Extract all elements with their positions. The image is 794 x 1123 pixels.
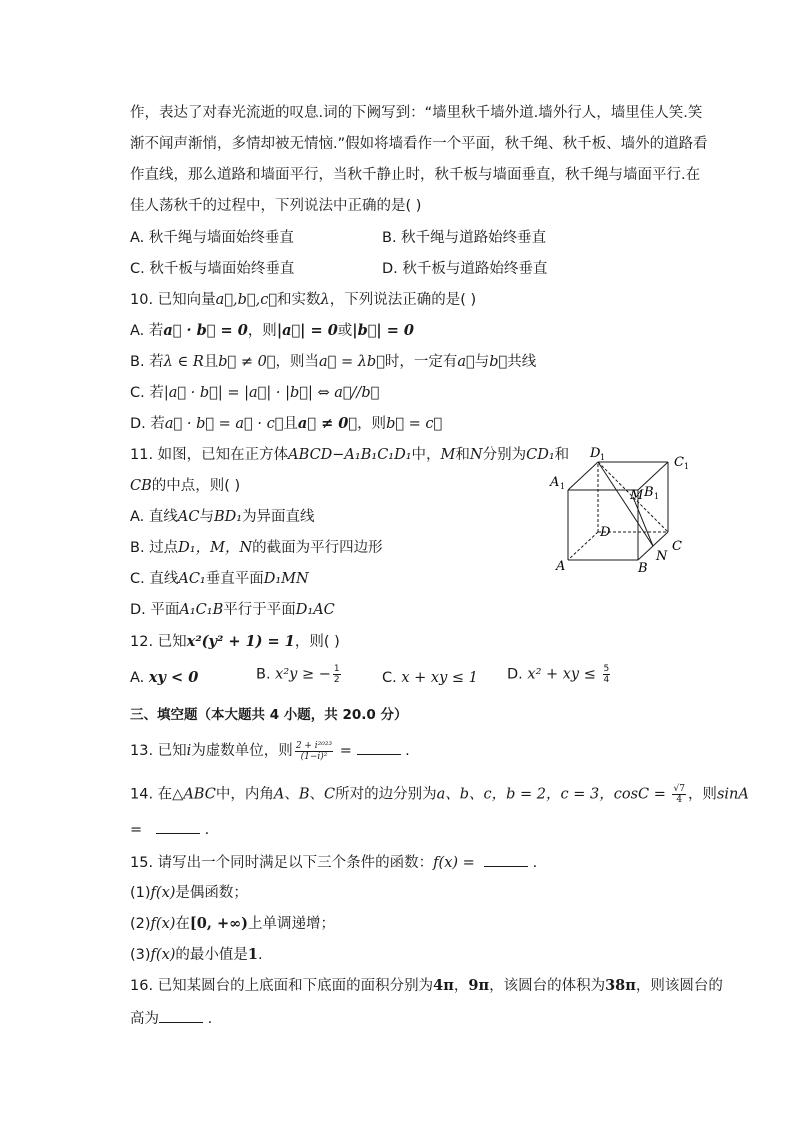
q11-cube-name: ABCD−A₁B₁C₁D₁ [288, 447, 412, 463]
q10-option-a [130, 321, 414, 341]
q9-line-2: 渐不闻声渐悄，多情却被无情恼.”假如将墙看作一个平面，秋千绳、秋千板、墙外的道路看 [130, 136, 708, 152]
q10-b-math5: b⃗ [489, 354, 508, 370]
q13-text: 为虚数单位，则 [191, 743, 293, 759]
q13-equals: = [335, 743, 357, 759]
q11-text: 中， [411, 447, 441, 463]
q15-fx: f(x) = [433, 855, 480, 871]
label-c: C [672, 539, 682, 554]
q15-condition-2: (2)f(x)在[0, +∞)上单调递增； [130, 915, 336, 932]
q12-options [130, 668, 198, 688]
q10-b-end: 共线 [507, 354, 537, 370]
q10-d-math2: a⃗ ≠ 0⃗ [297, 415, 358, 432]
q14-line-2 [130, 819, 209, 840]
q9-line-3: 作直线，那么道路和墙面平行，当秋千静止时，秋千板与墙面垂直，秋千绳与墙面平行.在 [130, 167, 701, 183]
q14-triangle: △ABC [172, 786, 216, 803]
q15-period: . [528, 855, 538, 871]
q11-number: 11. 如图，已知在正方体 [130, 447, 289, 463]
q11-cd1: CD₁ [526, 447, 555, 463]
section-header-fill-in: 三、填空题（本大题共 4 小题，共 20.0 分） [130, 707, 408, 723]
q14-sep: 、 [284, 786, 299, 803]
q12-stem [130, 632, 340, 652]
label-c1: C [674, 455, 684, 470]
q11-a-post: 为异面直线 [242, 509, 315, 525]
q10-b-text2: 时，一定有 [384, 354, 458, 370]
q11-d-mid: 平行于平面 [223, 602, 296, 618]
q10-a-math3: |b⃗| = 0 [352, 322, 415, 339]
q16-line-2 [130, 1008, 212, 1029]
q11-b-m1: D₁，M，N [178, 540, 253, 556]
q16-line-1 [130, 976, 723, 996]
q13-answer-blank[interactable] [357, 740, 401, 755]
q12-d-num: 5 [603, 664, 610, 674]
q11-m: M [440, 447, 456, 463]
label-c1-sub: 1 [684, 462, 690, 471]
q11-c-mid: 垂直平面 [205, 571, 264, 587]
q11-he: 和 [554, 447, 570, 463]
q12-b-den: 2 [333, 675, 340, 685]
q11-option-d [130, 600, 335, 620]
q10-text: 和实数 [277, 292, 321, 308]
q14-text2: 所对的边分别为 [335, 786, 437, 803]
q12-option-b: B. x²y ≥ − $\frac{1}{2}$ [256, 664, 340, 685]
q11-a-mid: 与 [199, 509, 214, 525]
q11-c-m2: D₁MN [263, 571, 309, 587]
q10-d-math: a⃗ · b⃗ = a⃗ · c⃗ [164, 416, 284, 432]
q14-text3: ，则 [687, 786, 717, 803]
q11-cb: CB [130, 478, 152, 494]
q14-a: A [273, 786, 285, 803]
q9-option-b: B. 秋千绳与道路始终垂直 [382, 230, 547, 246]
q10-c-math: |a⃗ · b⃗| = |a⃗| · |b⃗| ⇔ a⃗//b⃗ [163, 385, 380, 401]
q10-b-math3: a⃗ = λb⃗ [319, 354, 385, 370]
q10-lambda: λ [320, 292, 330, 308]
q14-equals: = [130, 822, 143, 838]
q11-stem-line-1 [130, 445, 569, 465]
q15-condition-1: (1)f(x)是偶函数； [130, 885, 248, 901]
q11-a-label: A. 直线 [130, 509, 178, 525]
q10-option-c [130, 383, 379, 403]
q10-stem [130, 290, 476, 310]
q12-d-den: 4 [603, 675, 610, 685]
q10-d-and: 且 [283, 416, 298, 432]
q14-text: 中，内角 [215, 786, 274, 803]
q10-a-text: ，则 [247, 323, 277, 339]
q11-d-m1: A₁C₁B [179, 602, 224, 618]
q11-a-m2: BD₁ [213, 509, 243, 525]
edge-a1-d1 [568, 462, 598, 490]
q14-sep2: 、 [309, 786, 324, 803]
q10-b-with: 与 [474, 354, 490, 370]
q13 [130, 740, 410, 762]
q16-text: ，该圆台的体积为 [489, 978, 606, 994]
q10-d-math3: b⃗ = c⃗ [386, 416, 443, 432]
q16-area2: 9π [468, 977, 490, 994]
q11-text3: 的中点，则( ) [151, 478, 241, 494]
q13-numerator: 2 + i²⁰²³ [295, 740, 333, 751]
q9-option-a: A. 秋千绳与墙面始终垂直 [130, 230, 294, 246]
q16-period: . [203, 1011, 213, 1027]
q9-line-4: 佳人荡秋千的过程中，下列说法中正确的是( ) [130, 198, 422, 214]
q12-number: 12. 已知 [130, 634, 187, 650]
q13-period: . [400, 743, 410, 759]
q14-answer-blank[interactable] [156, 819, 200, 834]
q14-values: a、b、c，b = 2，c = 3，cosC = [436, 786, 671, 803]
q15-number: 15. 请写出一个同时满足以下三个条件的函数： [130, 855, 434, 871]
q15-condition-3: (3)f(x)的最小值是1. [130, 946, 263, 963]
q10-a-math2: |a⃗| = 0 [276, 322, 338, 339]
label-a1-sub: 1 [560, 482, 566, 491]
q9-option-d: D. 秋千板与道路始终垂直 [382, 261, 548, 277]
q14-num: √7 [673, 784, 685, 794]
q10-a-math: a⃗ · b⃗ = 0 [163, 322, 248, 339]
q10-b-and: 且 [203, 354, 219, 370]
q14-b: B [298, 786, 310, 803]
q11-text2: 分别为 [482, 447, 527, 463]
q11-and: 和 [455, 447, 470, 463]
q13-i: i [186, 743, 192, 759]
q12-b-num: 1 [333, 664, 340, 674]
q10-a-label: A. 若 [130, 323, 164, 339]
segment-m-n [633, 497, 653, 546]
label-d1: D [590, 446, 601, 461]
q13-number: 13. 已知 [130, 743, 187, 759]
q9-line-1: 作，表达了对春光流逝的叹息.词的下阙写到：“墙里秋千墙外道.墙外行人，墙里佳人笑.笑 [130, 105, 703, 121]
q10-number: 10. 已知向量 [130, 292, 216, 308]
q11-b-post: 的截面为平行四边形 [252, 540, 383, 556]
q11-b-label: B. 过点 [130, 540, 179, 556]
q10-b-math2: b⃗ ≠ 0⃗ [218, 354, 276, 370]
q16-volume: 38π [605, 977, 636, 994]
cube-figure [540, 440, 700, 580]
q11-n: N [469, 447, 483, 463]
q12-option-d: D. x² + xy ≤ $\frac{5}{4}$ [507, 664, 610, 685]
q10-option-d [130, 414, 442, 434]
q14-c: C [323, 786, 336, 803]
q12-option-c: C. x + xy ≤ 1 [382, 670, 478, 686]
q10-text-end: ，下列说法正确的是( ) [329, 292, 477, 308]
label-d1-sub: 1 [600, 453, 606, 462]
q10-d-label: D. 若 [130, 416, 165, 432]
q10-b-label: B. 若 [130, 354, 164, 370]
q10-b-math: λ ∈ R [163, 354, 204, 370]
q11-c-label: C. 直线 [130, 571, 179, 587]
q11-option-a [130, 507, 315, 527]
q11-stem-line-2 [130, 476, 240, 496]
q11-option-b [130, 538, 383, 558]
q11-c-m1: AC₁ [178, 571, 206, 587]
q10-option-b [130, 352, 536, 372]
q15-stem [130, 852, 537, 873]
q10-b-math4: a⃗ [457, 354, 475, 370]
q16-text3: 高为 [130, 1011, 159, 1027]
label-b1: B [644, 485, 654, 500]
q14-den: 4 [676, 795, 683, 805]
label-m: M [630, 488, 644, 503]
q14-number: 14. 在 [130, 786, 173, 803]
q12-option-a: A. xy < 0 [130, 669, 199, 686]
q16-text2: ，则该圆台的 [635, 978, 723, 994]
q16-answer-blank[interactable] [159, 1008, 203, 1023]
q12-text: ，则( ) [294, 634, 340, 650]
q14-period: . [199, 822, 210, 838]
q16-sep: ， [453, 978, 469, 994]
q13-denominator: (1−i)² [300, 751, 328, 762]
q9-option-c: C. 秋千板与墙面始终垂直 [130, 261, 295, 277]
label-d: D [600, 525, 611, 540]
q10-c-label: C. 若 [130, 385, 164, 401]
q11-option-c [130, 569, 309, 589]
q14-sina: sinA [716, 786, 749, 803]
q12-equation: x²(y² + 1) = 1 [186, 633, 295, 650]
label-b1-sub: 1 [654, 492, 660, 501]
q10-d-text: ，则 [357, 416, 387, 432]
label-b: B [638, 561, 648, 576]
q15-answer-blank[interactable] [484, 852, 528, 867]
q14-line-1 [130, 784, 749, 805]
q16-area1: 4π [433, 977, 454, 994]
q11-d-m2: D₁AC [295, 602, 335, 618]
q10-a-or: 或 [337, 323, 353, 339]
q16-number: 16. 已知某圆台的上底面和下底面的面积分别为 [130, 978, 434, 994]
q10-b-text: ，则当 [275, 354, 320, 370]
label-a1: A [550, 475, 560, 490]
edge-d-a-hidden [568, 532, 598, 560]
q10-vectors: a⃗,b⃗,c⃗ [215, 292, 278, 308]
q11-d-label: D. 平面 [130, 602, 180, 618]
label-n: N [656, 549, 668, 564]
q11-a-m1: AC [177, 509, 200, 525]
label-a: A [556, 559, 566, 574]
